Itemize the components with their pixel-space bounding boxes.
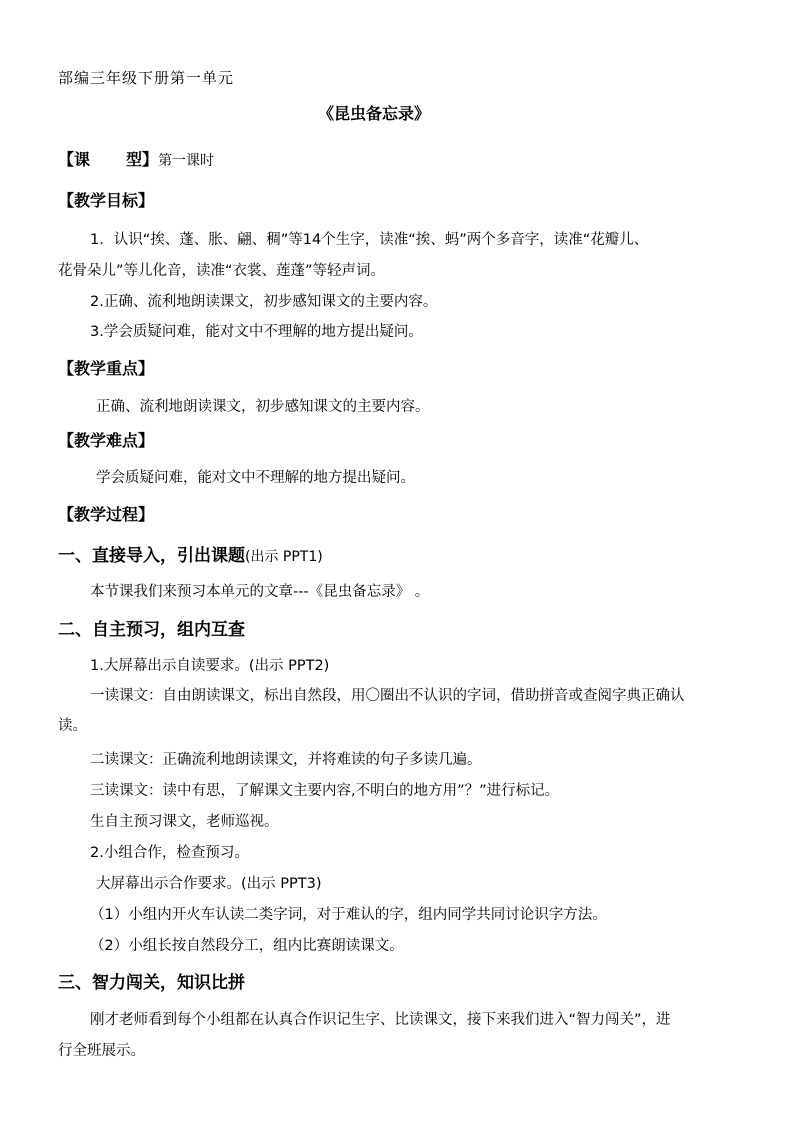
step-1-title-row bbox=[58, 546, 323, 567]
goal-item-3: 3.学会质疑问难，能对文中不理解的地方提出疑问。 bbox=[90, 324, 423, 340]
document-title: 《昆虫备忘录》 bbox=[318, 104, 431, 123]
step-2-item-1: 1.大屏幕出示自读要求。(出示 PPT2) bbox=[90, 658, 330, 674]
step-2-cooperation-1: （1）小组内开火车认读二类字词，对于难认的字，组内同学共同讨论识字方法。 bbox=[90, 907, 607, 923]
step-1-title: 一、直接导入，引出课题 bbox=[58, 546, 245, 566]
difficulties-heading: 【教学难点】 bbox=[58, 431, 155, 450]
step-2-read-3: 三读课文：读中有思，了解课文主要内容,不明白的地方用”？”进行标记。 bbox=[90, 783, 560, 799]
goal-item-2: 2.正确、流利地朗读课文，初步感知课文的主要内容。 bbox=[90, 294, 438, 310]
lesson-type-value: 第一课时 bbox=[158, 153, 215, 169]
step-2-read-1-line-1: 一读课文：自由朗读课文，标出自然段，用〇圈出不认识的字词，借助拼音或查阅字典正确认 bbox=[90, 688, 685, 704]
goal-item-1-line-2: 花骨朵儿”等儿化音，读准“衣裳、莲蓬”等轻声词。 bbox=[58, 263, 386, 279]
step-2-self-study: 生自主预习课文，老师巡视。 bbox=[90, 814, 279, 830]
step-2-title: 二、自主预习，组内互查 bbox=[58, 620, 245, 640]
step-2-cooperation-2: （2）小组长按自然段分工，组内比赛朗读课文。 bbox=[90, 938, 404, 954]
goals-heading: 【教学目标】 bbox=[58, 191, 155, 210]
unit-label: 部编三年级下册第一单元 bbox=[58, 69, 235, 87]
step-1-note: (出示 PPT1) bbox=[245, 549, 323, 565]
process-heading: 【教学过程】 bbox=[58, 505, 155, 524]
key-points-text: 正确、流利地朗读课文，初步感知课文的主要内容。 bbox=[96, 399, 430, 415]
lesson-type-label-a: 课 bbox=[74, 150, 91, 169]
step-3-title: 三、智力闯关，知识比拼 bbox=[58, 973, 245, 993]
lesson-type-row bbox=[58, 150, 214, 171]
step-2-cooperation: 大屏幕出示合作要求。(出示 PPT3) bbox=[96, 876, 322, 892]
goal-item-1-line-1: 1．认识“挨、蓬、胀、翩、稠”等14个生字，读准“挨、蚂”两个多音字，读准“花瓣儿、 bbox=[90, 232, 649, 248]
step-3-text-line-2: 行全班展示。 bbox=[58, 1043, 145, 1059]
lesson-type-open-bracket: 【 bbox=[58, 150, 75, 169]
step-2-read-1-line-2: 读。 bbox=[58, 718, 87, 734]
lesson-type-label-b: 型 bbox=[126, 150, 143, 169]
difficulties-text: 学会质疑问难，能对文中不理解的地方提出疑问。 bbox=[96, 470, 415, 486]
lesson-type-close-bracket: 】 bbox=[142, 150, 159, 169]
key-points-heading: 【教学重点】 bbox=[58, 359, 155, 378]
step-2-read-2: 二读课文：正确流利地朗读课文，并将难读的句子多读几遍。 bbox=[90, 752, 482, 768]
step-2-item-2: 2.小组合作，检查预习。 bbox=[90, 845, 249, 861]
step-1-text: 本节课我们来预习本单元的文章---《昆虫备忘录》 。 bbox=[90, 584, 430, 600]
step-3-text-line-1: 刚才老师看到每个小组都在认真合作识记生字、比读课文，接下来我们进入“智力闯关”，进 bbox=[90, 1012, 671, 1028]
